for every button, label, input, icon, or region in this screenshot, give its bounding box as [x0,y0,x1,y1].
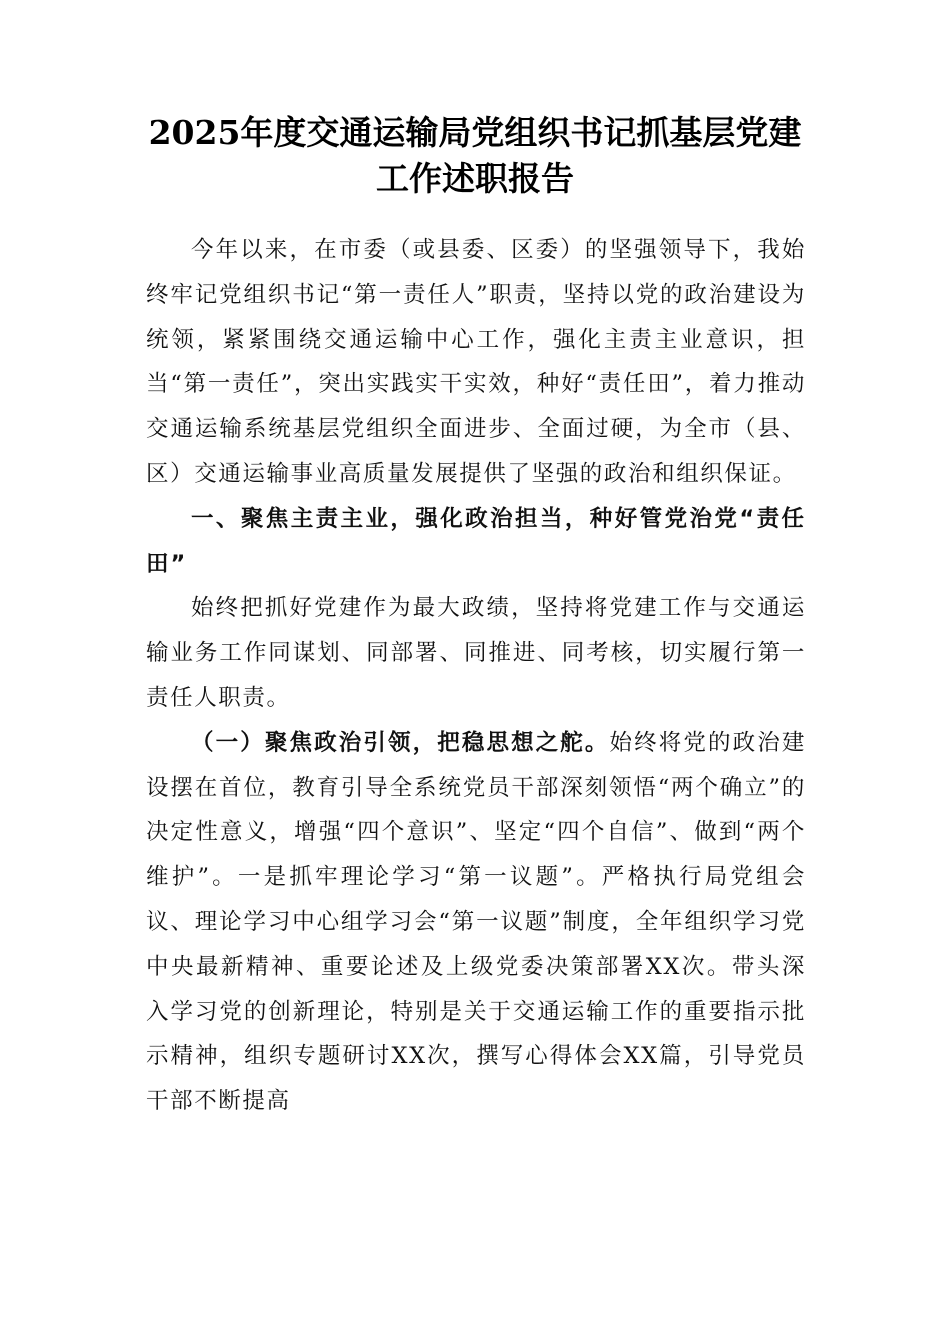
section-1-intro-paragraph: 始终把抓好党建作为最大政绩，坚持将党建工作与交通运输业务工作同谋划、同部署、同推进、同考核，切实履行第一责任人职责。 [146,595,806,711]
subsection-1-paragraph [146,721,806,1124]
subsection-1-lead: （一）聚焦政治引领，把稳思想之舵。 [191,729,610,756]
intro-paragraph: 今年以来，在市委（或县委、区委）的坚强领导下，我始终牢记党组织书记“第一责任人”职责，坚持以党的政治建设为统领，紧紧围绕交通运输中心工作，强化主责主业意识，担当“第一责任”，突出实践实干实效，种好“责任田”，着力推动交通运输系统基层党组织全面进步、全面过硬，为全市（县、区）交通运输事业高质量发展提供了坚强的政治和组织保证。 [146,237,806,487]
document-body [146,228,806,1124]
subsection-1-text: 始终将党的政治建设摆在首位，教育引导全系统党员干部深刻领悟“两个确立”的决定性意义，增强“四个意识”、坚定“四个自信”、做到“两个维护”。一是抓牢理论学习“第一议题”。严格执行局党组会议、理论学习中心组学习会“第一议题”制度，全年组织学习党中央最新精神、重要论述及上级党委决策部署XX次。带头深入学习党的创新理论，特别是关于交通运输工作的重要指示批示精神，组织专题研讨XX次，撰写心得体会XX篇，引导党员干部不断提高 [146,729,806,1115]
document-title: 2025年度交通运输局党组织书记抓基层党建工作述职报告 [148,113,802,198]
section-heading-1: 一、聚焦主责主业，强化政治担当，种好管党治党“责任田” [146,505,806,577]
